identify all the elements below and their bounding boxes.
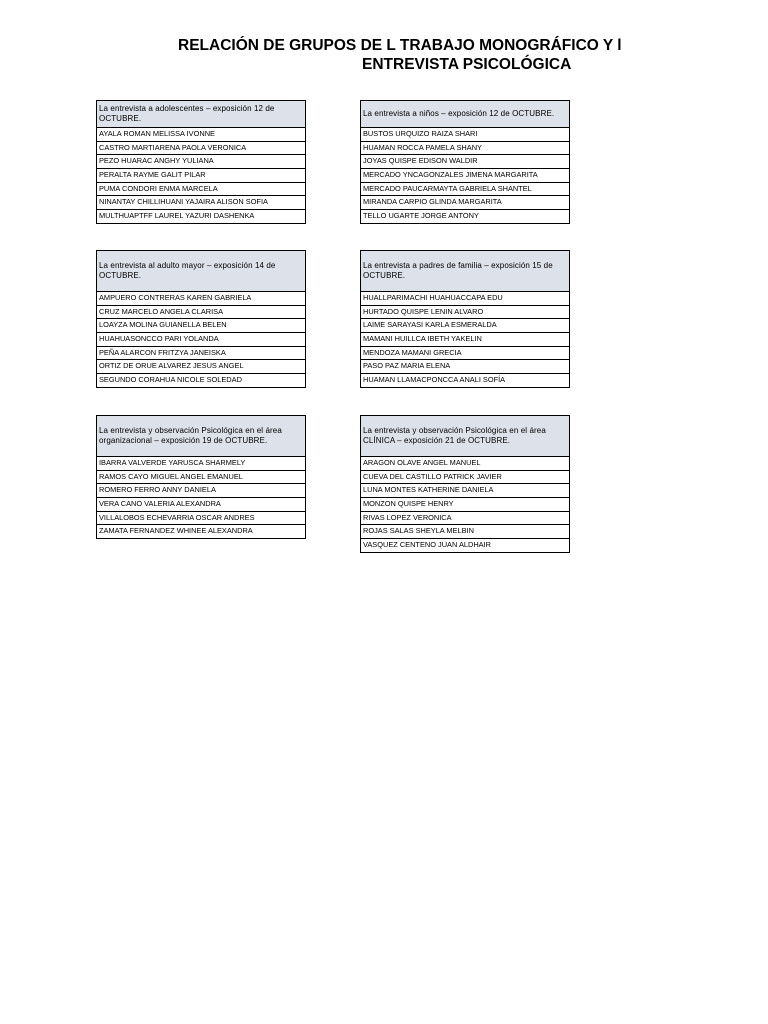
member-row: PERALTA RAYME GALIT PILAR xyxy=(96,169,306,183)
member-row: BUSTOS URQUIZO RAIZA SHARI xyxy=(360,128,570,142)
group-table-adulto-mayor xyxy=(96,250,306,388)
member-row: JOYAS QUISPE EDISON WALDIR xyxy=(360,155,570,169)
group-table-clinica xyxy=(360,415,570,553)
member-row: CRUZ MARCELO ANGELA CLARISA xyxy=(96,306,306,320)
member-row: MERCADO PAUCARMAYTA GABRIELA SHANTEL xyxy=(360,183,570,197)
member-row: ZAMATA FERNANDEZ WHINEE ALEXANDRA xyxy=(96,525,306,539)
member-row: VASQUEZ CENTENO JUAN ALDHAIR xyxy=(360,539,570,553)
group-header: La entrevista y observación Psicológica en el área organizacional – exposición 19 de OCTUBRE. xyxy=(96,415,306,457)
member-row: TELLO UGARTE JORGE ANTONY xyxy=(360,210,570,224)
member-row: ORTIZ DE ORUE ALVAREZ JESUS ANGEL xyxy=(96,360,306,374)
member-row: CUEVA DEL CASTILLO PATRICK JAVIER xyxy=(360,471,570,485)
member-row: MONZON QUISPE HENRY xyxy=(360,498,570,512)
member-row: ARAGON OLAVE ANGEL MANUEL xyxy=(360,457,570,471)
member-row: HUAMAN ROCCA PAMELA SHANY xyxy=(360,142,570,156)
member-row: MERCADO YNCAGONZALES JIMENA MARGARITA xyxy=(360,169,570,183)
member-row: HURTADO QUISPE LENIN ALVARO xyxy=(360,306,570,320)
group-header: La entrevista a padres de familia – exposición 15 de OCTUBRE. xyxy=(360,250,570,292)
group-header: La entrevista y observación Psicológica en el área CLÍNICA – exposición 21 de OCTUBRE. xyxy=(360,415,570,457)
member-row: HUALLPARIMACHI HUAHUACCAPA EDU xyxy=(360,292,570,306)
member-row: AMPUERO CONTRERAS KAREN GABRIELA xyxy=(96,292,306,306)
member-row: LOAYZA MOLINA GUIANELLA BELEN xyxy=(96,319,306,333)
member-row: ROJAS SALAS SHEYLA MELBIN xyxy=(360,525,570,539)
member-row: ROMERO FERRO ANNY DANIELA xyxy=(96,484,306,498)
group-table-adolescentes xyxy=(96,100,306,224)
member-row: VILLALOBOS ECHEVARRIA OSCAR ANDRES xyxy=(96,512,306,526)
group-header: La entrevista a adolescentes – exposición 12 de OCTUBRE. xyxy=(96,100,306,128)
member-row: CASTRO MARTIARENA PAOLA VERONICA xyxy=(96,142,306,156)
group-header: La entrevista al adulto mayor – exposición 14 de OCTUBRE. xyxy=(96,250,306,292)
member-row: PUMA CONDORI ENMA MARCELA xyxy=(96,183,306,197)
member-row: HUAHUASONCCO PARI YOLANDA xyxy=(96,333,306,347)
member-row: MENDOZA MAMANI GRECIA xyxy=(360,347,570,361)
member-row: PEZO HUARAC ANGHY YULIANA xyxy=(96,155,306,169)
member-row: RAMOS CAYO MIGUEL ANGEL EMANUEL xyxy=(96,471,306,485)
member-row: AYALA ROMAN MELISSA IVONNE xyxy=(96,128,306,142)
member-row: LUNA MONTES KATHERINE DANIELA xyxy=(360,484,570,498)
group-table-organizacional xyxy=(96,415,306,539)
member-row: NINANTAY CHILLIHUANI YAJAIRA ALISON SOFIA xyxy=(96,196,306,210)
member-row: RIVAS LOPEZ VERONICA xyxy=(360,512,570,526)
group-table-padres-de-familia xyxy=(360,250,570,388)
member-row: HUAMAN LLAMACPONCCA ANALI SOFÍA xyxy=(360,374,570,388)
title-line-2: ENTREVISTA PSICOLÓGICA xyxy=(362,56,572,73)
member-row: PASO PAZ MARIA ELENA xyxy=(360,360,570,374)
member-row: SEGUNDO CORAHUA NICOLE SOLEDAD xyxy=(96,374,306,388)
title-line-1: RELACIÓN DE GRUPOS DE L TRABAJO MONOGRÁFICO Y l xyxy=(178,37,622,54)
member-row: LAIME SARAYASI KARLA ESMERALDA xyxy=(360,319,570,333)
member-row: VERA CANO VALERIA ALEXANDRA xyxy=(96,498,306,512)
document-title xyxy=(178,36,638,78)
group-table-ninos xyxy=(360,100,570,224)
member-row: MULTHUAPTFF LAUREL YAZURI DASHENKA xyxy=(96,210,306,224)
member-row: MIRANDA CARPIO GLINDA MARGARITA xyxy=(360,196,570,210)
member-row: MAMANI HUILLCA IBETH YAKELIN xyxy=(360,333,570,347)
member-row: IBARRA VALVERDE YARUSCA SHARMELY xyxy=(96,457,306,471)
group-header: La entrevista a niños – exposición 12 de OCTUBRE. xyxy=(360,100,570,128)
member-row: PEÑA ALARCON FRITZYA JANEISKA xyxy=(96,347,306,361)
